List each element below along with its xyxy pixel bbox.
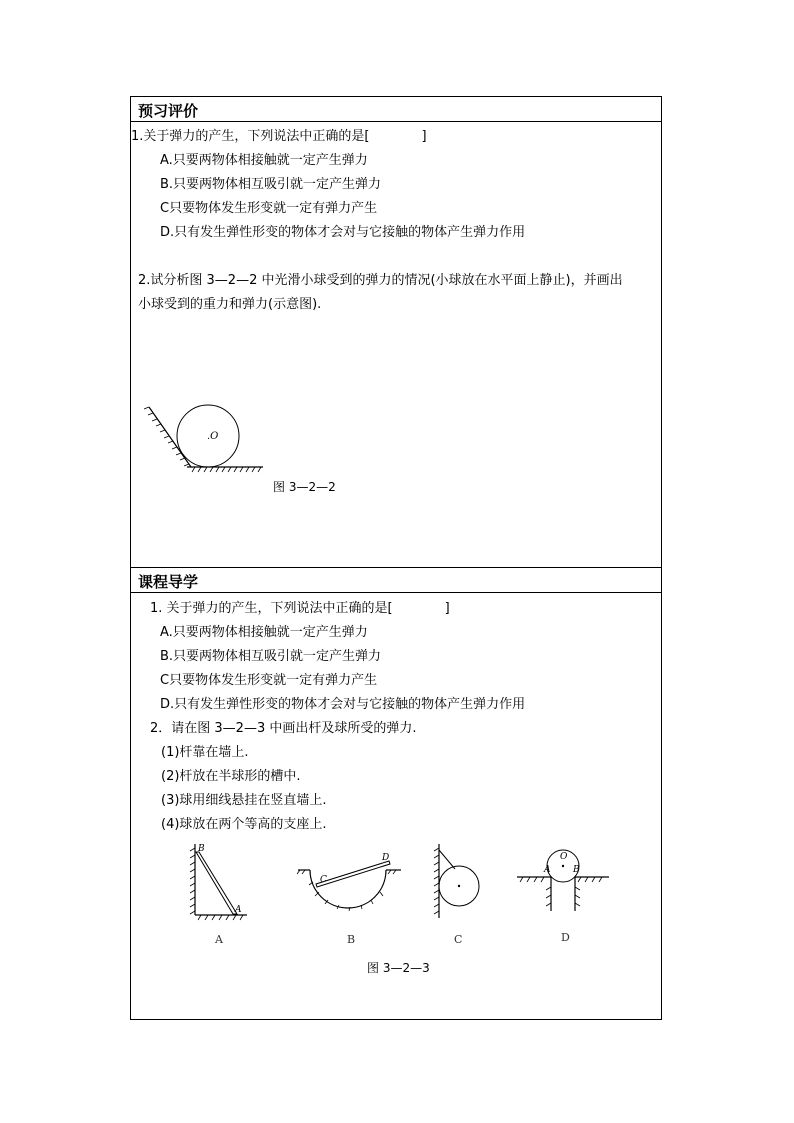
- section1-title: 预习评价: [138, 102, 199, 120]
- s2-q2-stem: 2．请在图 3—2—3 中画出杆及球所受的弹力.: [150, 721, 417, 736]
- rod-b: [316, 861, 390, 887]
- figure-3-2-3-b: [296, 852, 406, 917]
- worksheet-table: [130, 96, 662, 1020]
- s2-q1-option-b: B.只要两物体相互吸引就一定产生弹力: [160, 649, 382, 664]
- s2-q1-option-a: A.只要两物体相接触就一定产生弹力: [160, 625, 368, 640]
- label-point-b: B: [198, 844, 205, 854]
- s2-q2-item-3: (3)球用细线悬挂在竖直墙上.: [161, 793, 327, 808]
- s1-q1-option-d: D.只有发生弹性形变的物体才会对与它接触的物体产生弹力作用: [160, 225, 526, 240]
- incline-hatch: [144, 407, 189, 466]
- label-point-c: C: [320, 875, 327, 885]
- label-point-b-d: B: [573, 865, 580, 875]
- section2-title: 课程导学: [138, 573, 199, 591]
- s1-q1-option-a: A.只要两物体相接触就一定产生弹力: [160, 153, 368, 168]
- label-point-d: D: [382, 853, 390, 863]
- section2-header: [131, 568, 661, 593]
- s1-q1-option-c: C只要物体发生形变就一定有弹力产生: [160, 201, 378, 216]
- label-point-a: A: [235, 905, 242, 915]
- s2-q1-option-d: D.只有发生弹性形变的物体才会对与它接触的物体产生弹力作用: [160, 697, 526, 712]
- figure-label-d: D: [561, 931, 570, 944]
- s2-q1-stem: 1. 关于弹力的产生，下列说法中正确的是[ ]: [150, 601, 450, 616]
- string-c: [439, 850, 455, 869]
- figure-label-b: B: [347, 933, 356, 946]
- rod-a: [196, 852, 237, 914]
- s2-q2-item-1: (1)杆靠在墙上.: [161, 745, 249, 760]
- s2-q2-item-2: (2)杆放在半球形的槽中.: [161, 769, 301, 784]
- s2-q1-option-c: C只要物体发生形变就一定有弹力产生: [160, 673, 378, 688]
- figure-label-a: A: [215, 933, 223, 946]
- figure-3-2-2: [143, 397, 273, 477]
- label-point-a-d: A: [544, 865, 551, 875]
- ball-center-label: .O: [207, 431, 219, 442]
- ground-hatch: [192, 467, 261, 472]
- figure-3-2-3-caption: 图 3—2—3: [367, 961, 430, 975]
- s1-q1-option-b: B.只要两物体相互吸引就一定产生弹力: [160, 177, 382, 192]
- s1-q2-line2: 小球受到的重力和弹力(示意图).: [138, 297, 322, 312]
- label-point-o: O: [560, 852, 568, 862]
- figure-3-2-3-a: [183, 842, 253, 922]
- s2-q2-item-4: (4)球放在两个等高的支座上.: [161, 817, 327, 832]
- figure-3-2-2-caption: 图 3—2—2: [273, 480, 336, 494]
- section1-header: [131, 97, 661, 122]
- s1-q2-line1: 2.试分析图 3—2—2 中光滑小球受到的弹力的情况(小球放在水平面上静止)，并画出: [138, 273, 623, 288]
- figure-3-2-3-c: [429, 842, 489, 922]
- figure-3-2-3-d: [513, 845, 613, 915]
- figure-label-c: C: [454, 933, 463, 946]
- s1-q1-stem: 1.关于弹力的产生，下列说法中正确的是[ ]: [131, 129, 427, 144]
